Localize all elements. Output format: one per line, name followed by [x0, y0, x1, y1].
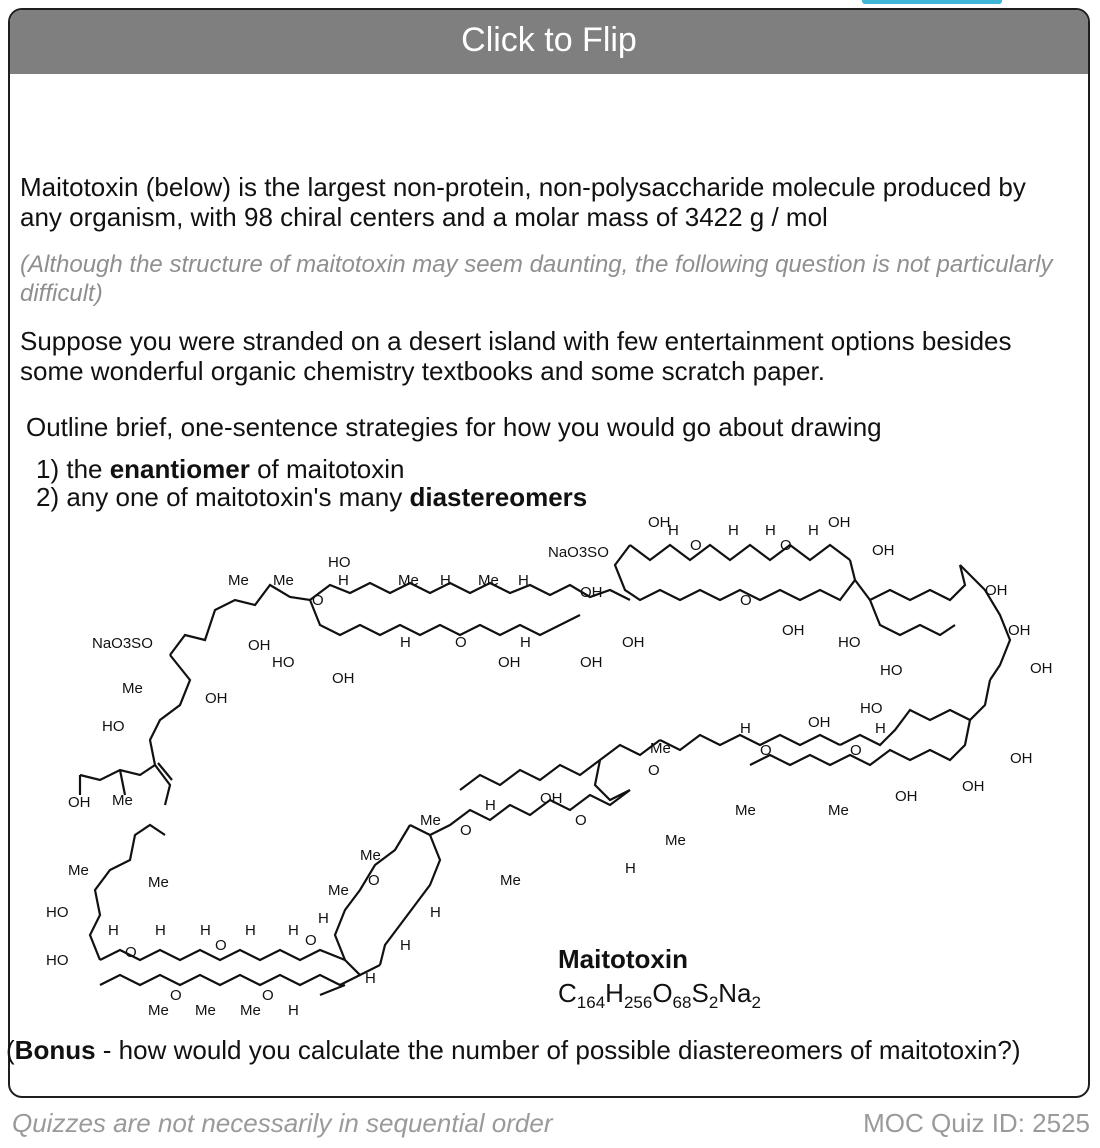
svg-text:O: O	[305, 932, 317, 949]
svg-text:OH: OH	[1010, 750, 1033, 767]
svg-text:OH: OH	[248, 637, 271, 654]
svg-text:OH: OH	[622, 634, 645, 651]
svg-text:Me: Me	[360, 847, 381, 864]
svg-text:Me: Me	[148, 874, 169, 891]
svg-text:H: H	[108, 922, 119, 939]
svg-text:O: O	[368, 872, 380, 889]
mol-label-naso3-1: NaO3SO	[92, 635, 153, 652]
svg-text:H: H	[875, 720, 886, 737]
svg-text:H: H	[728, 522, 739, 539]
svg-text:O: O	[780, 537, 792, 554]
question-item-2: 2) any one of maitotoxin's many diastereomers	[36, 482, 588, 512]
svg-text:O: O	[455, 634, 467, 651]
bonus-question: (Bonus - how would you calculate the number of possible diastereomers of maitotoxin?)	[6, 1035, 1021, 1065]
svg-text:H: H	[245, 922, 256, 939]
svg-text:H: H	[155, 922, 166, 939]
svg-text:H: H	[520, 634, 531, 651]
svg-text:Me: Me	[735, 802, 756, 819]
svg-text:Me: Me	[273, 572, 294, 589]
svg-text:O: O	[760, 742, 772, 759]
scenario-text: Suppose you were stranded on a desert island with few entertainment options besides some wonderful organic chemistry textbooks and some scratch paper.	[20, 326, 1012, 386]
svg-text:H: H	[400, 634, 411, 651]
svg-text:OH: OH	[808, 714, 831, 731]
svg-text:H: H	[318, 910, 329, 927]
svg-text:HO: HO	[46, 952, 69, 969]
svg-text:O: O	[125, 944, 137, 961]
molecule-name: Maitotoxin	[558, 944, 688, 974]
svg-text:Me: Me	[328, 882, 349, 899]
svg-text:HO: HO	[272, 654, 295, 671]
svg-text:H: H	[440, 572, 451, 589]
svg-text:HO: HO	[860, 700, 883, 717]
svg-text:O: O	[312, 592, 324, 609]
svg-text:O: O	[575, 812, 587, 829]
svg-text:OH: OH	[962, 778, 985, 795]
svg-text:Me: Me	[665, 832, 686, 849]
svg-text:Me: Me	[112, 792, 133, 809]
svg-text:H: H	[485, 797, 496, 814]
svg-text:O: O	[690, 537, 702, 554]
svg-text:Me: Me	[148, 1002, 169, 1019]
svg-text:OH: OH	[1008, 622, 1031, 639]
maitotoxin-structure	[0, 505, 1080, 1025]
enantiomer-term: enantiomer	[109, 454, 250, 484]
svg-text:HO: HO	[102, 718, 125, 735]
svg-text:OH: OH	[895, 788, 918, 805]
svg-text:O: O	[648, 762, 660, 779]
svg-text:H: H	[338, 572, 349, 589]
svg-text:H: H	[430, 904, 441, 921]
diastereomers-term: diastereomers	[409, 482, 588, 512]
svg-text:Me: Me	[500, 872, 521, 889]
svg-text:OH: OH	[648, 514, 671, 531]
svg-text:H: H	[518, 572, 529, 589]
svg-text:Me: Me	[228, 572, 249, 589]
svg-text:HO: HO	[46, 904, 69, 921]
svg-text:H: H	[765, 522, 776, 539]
svg-text:Me: Me	[195, 1002, 216, 1019]
footer-note: Quizzes are not necessarily in sequential order	[12, 1108, 553, 1138]
click-to-flip-button[interactable]: Click to Flip	[10, 10, 1088, 74]
svg-text:H: H	[740, 720, 751, 737]
svg-text:Me: Me	[650, 740, 671, 757]
svg-text:H: H	[365, 970, 376, 987]
svg-text:OH: OH	[68, 794, 91, 811]
svg-text:OH: OH	[540, 790, 563, 807]
molecule-formula: $C_{164}H_{256}O_{68}S_2Na_2$	[558, 978, 761, 1013]
svg-text:Me: Me	[68, 862, 89, 879]
svg-text:H: H	[288, 1002, 299, 1019]
svg-text:OH: OH	[828, 514, 851, 531]
svg-text:Me: Me	[398, 572, 419, 589]
prompt-text: Outline brief, one-sentence strategies for how you would go about drawing	[26, 412, 882, 442]
svg-text:OH: OH	[498, 654, 521, 671]
question-item-1: 1) the enantiomer of maitotoxin	[36, 454, 405, 484]
svg-text:H: H	[288, 922, 299, 939]
svg-text:HO: HO	[328, 554, 351, 571]
aside-text: (Although the structure of maitotoxin may seem daunting, the following question is not particularly difficult)	[20, 251, 1053, 307]
svg-text:Me: Me	[478, 572, 499, 589]
svg-text:H: H	[625, 860, 636, 877]
svg-text:OH: OH	[872, 542, 895, 559]
svg-text:HO: HO	[880, 662, 903, 679]
svg-text:HO: HO	[838, 634, 861, 651]
svg-text:OH: OH	[332, 670, 355, 687]
intro-text: Maitotoxin (below) is the largest non-protein, non-polysaccharide molecule produced by any organism, with 98 chiral centers and a molar mass of 3422 g / mol	[20, 172, 1026, 232]
svg-text:Me: Me	[420, 812, 441, 829]
mol-label-naso3-2: NaO3SO	[548, 544, 609, 561]
svg-text:H: H	[668, 522, 679, 539]
svg-text:Me: Me	[828, 802, 849, 819]
svg-text:H: H	[400, 937, 411, 954]
quiz-id: MOC Quiz ID: 2525	[863, 1108, 1090, 1138]
svg-text:OH: OH	[1030, 660, 1053, 677]
svg-text:OH: OH	[580, 584, 603, 601]
svg-text:O: O	[215, 937, 227, 954]
svg-text:OH: OH	[782, 622, 805, 639]
svg-text:OH: OH	[985, 582, 1008, 599]
svg-text:O: O	[740, 592, 752, 609]
svg-text:OH: OH	[205, 690, 228, 707]
svg-text:O: O	[262, 987, 274, 1004]
svg-text:OH: OH	[580, 654, 603, 671]
svg-text:O: O	[170, 987, 182, 1004]
svg-text:H: H	[808, 522, 819, 539]
svg-text:O: O	[460, 822, 472, 839]
svg-text:Me: Me	[240, 1002, 261, 1019]
svg-text:H: H	[200, 922, 211, 939]
svg-text:O: O	[850, 742, 862, 759]
svg-text:Me: Me	[122, 680, 143, 697]
